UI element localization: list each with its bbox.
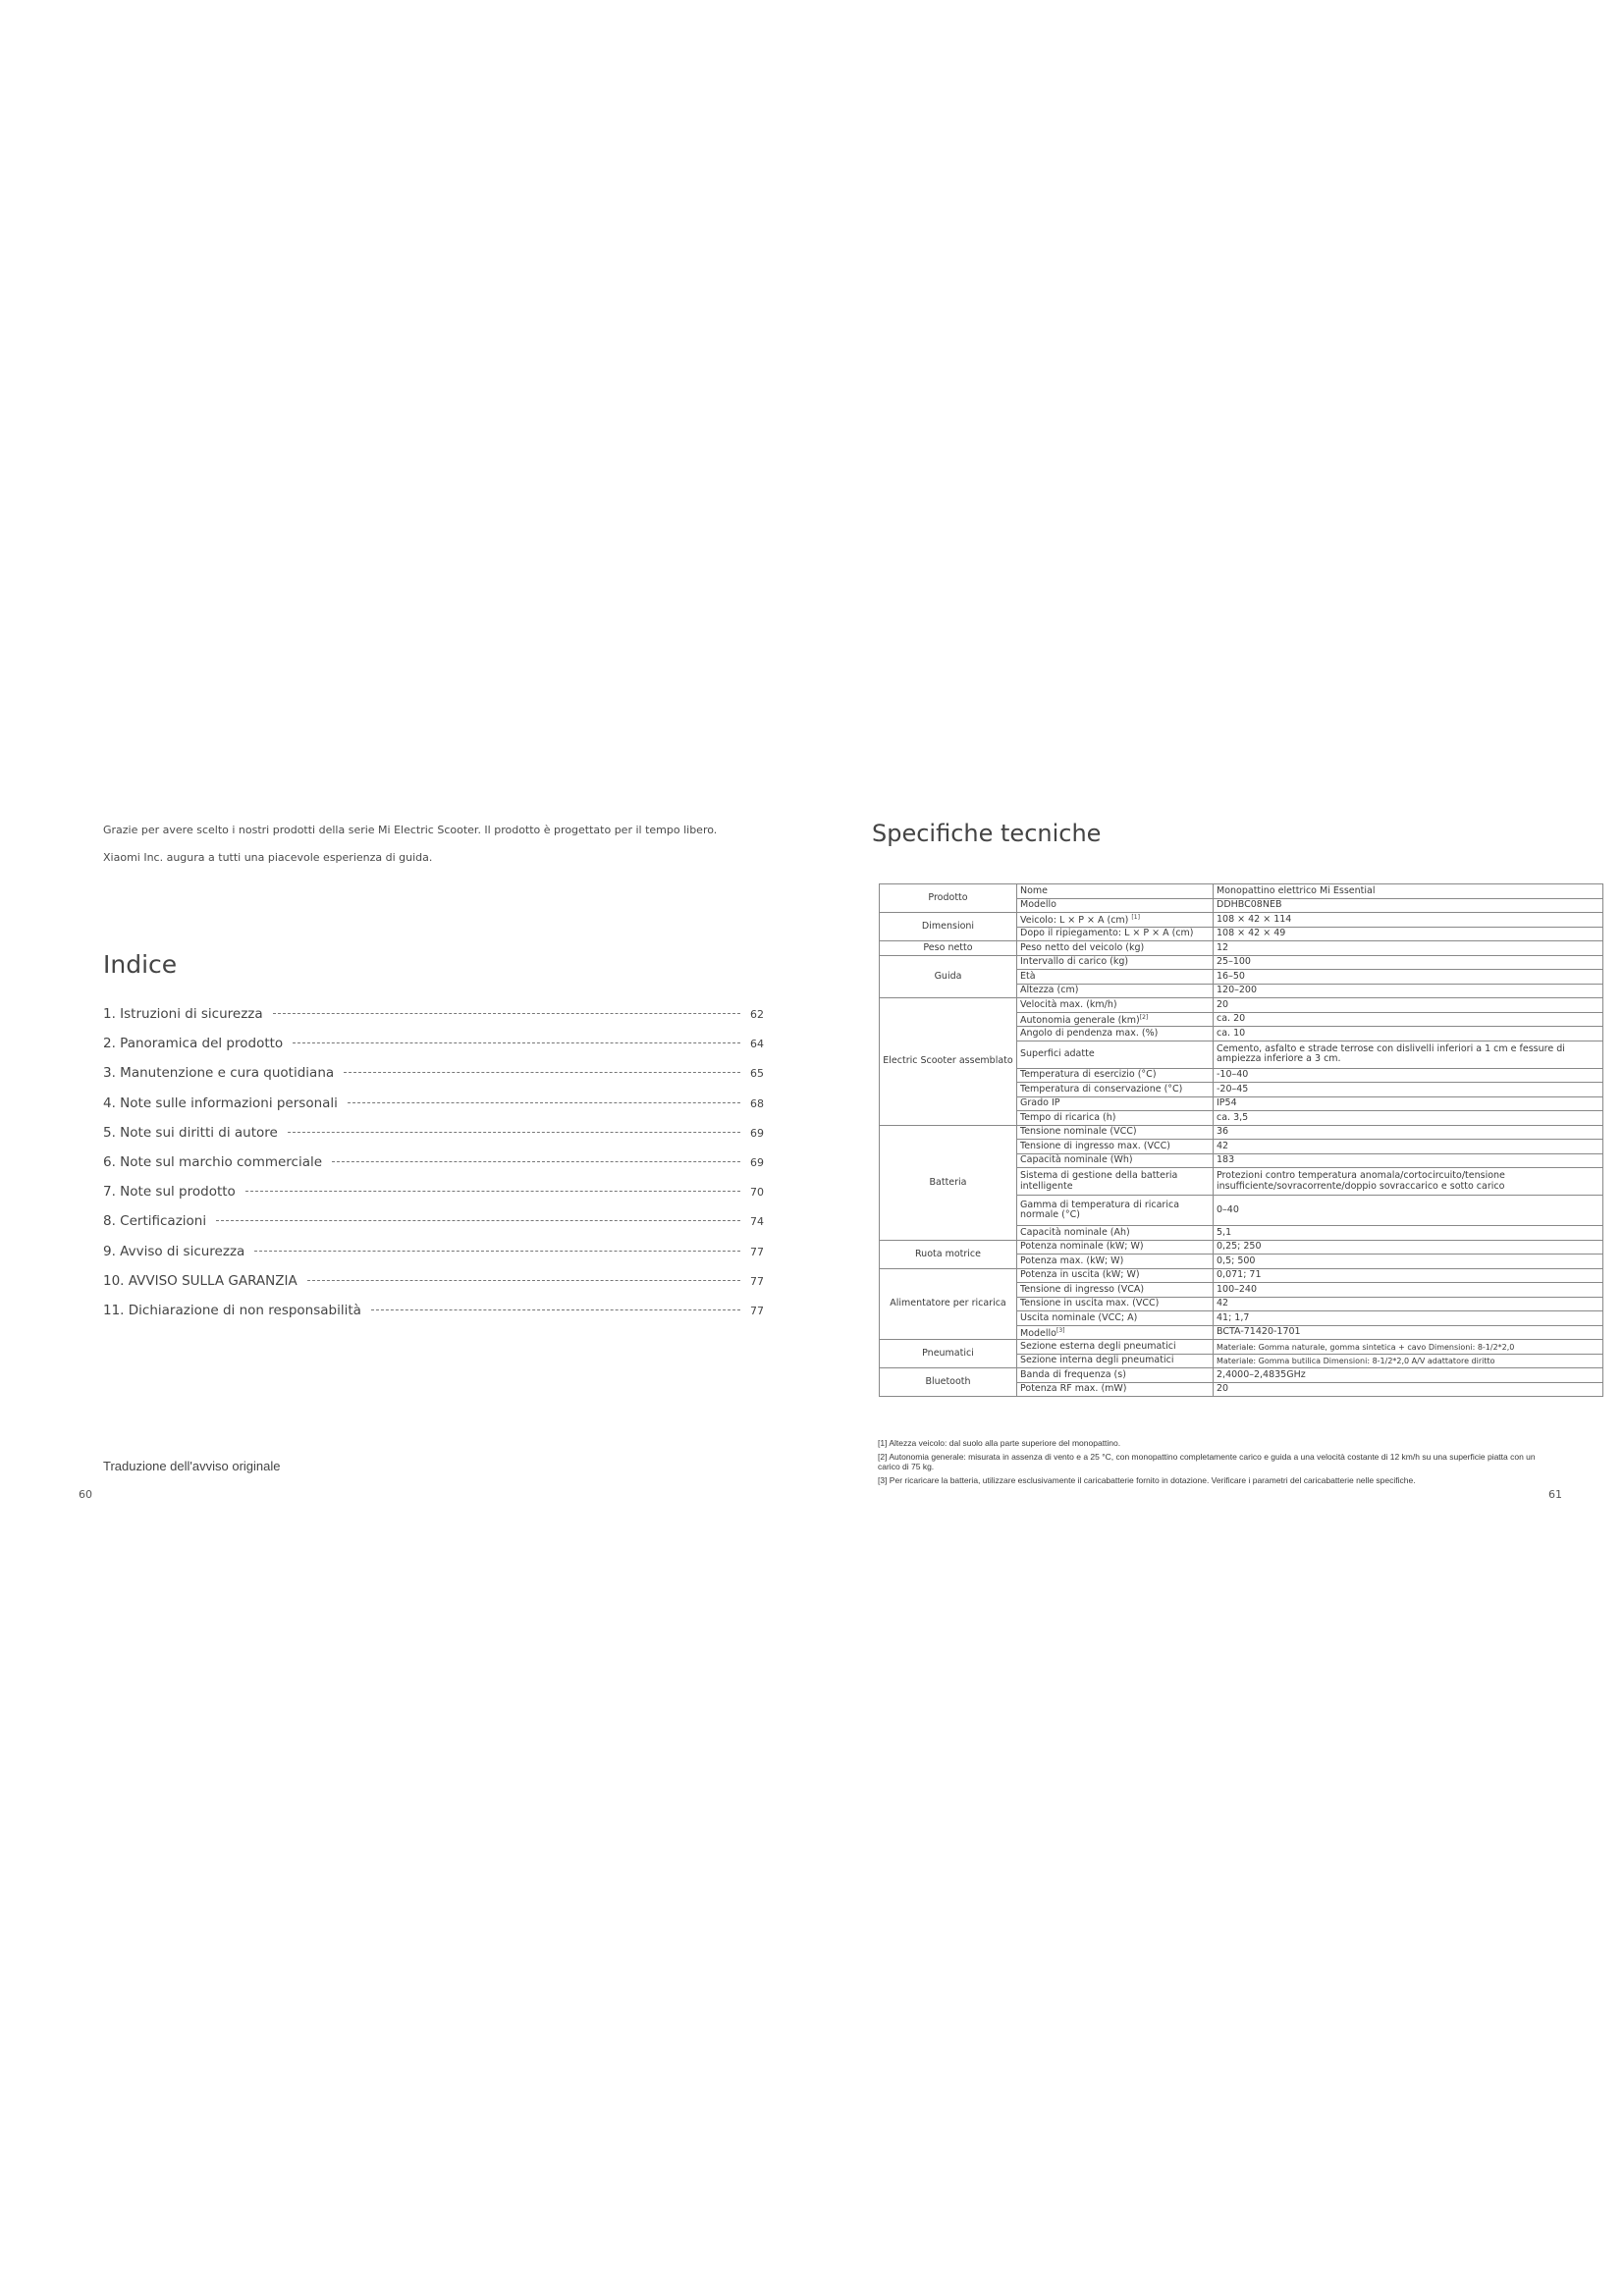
value-cell: 42 [1214,1297,1603,1311]
value-cell: 16–50 [1214,970,1603,985]
value-cell: 20 [1214,998,1603,1013]
toc-leader [371,1309,740,1310]
value-cell: 0,5; 500 [1214,1255,1603,1269]
toc-entry-page: 70 [750,1186,764,1200]
value-cell: ca. 3,5 [1214,1111,1603,1126]
toc-leader [216,1220,740,1221]
toc-entry-page: 62 [750,1008,764,1021]
param-cell: Gamma di temperatura di ricarica normale (°C) [1017,1196,1214,1226]
value-cell: 108 × 42 × 114 [1214,913,1603,928]
category-cell: Electric Scooter assemblato [880,998,1017,1126]
table-row [880,1125,1603,1140]
param-cell: Superfici adatte [1017,1041,1214,1068]
footnote-mark: [3] [1056,1326,1065,1334]
param-cell: Banda di frequenza (s) [1017,1368,1214,1383]
toc-entry[interactable] [103,1125,764,1154]
param-cell: Dopo il ripiegamento: L × P × A (cm) [1017,927,1214,941]
value-cell: 2,4000–2,4835GHz [1214,1368,1603,1383]
value-cell: Materiale: Gomma butilica Dimensioni: 8-1/2*2,0 A/V adattatore diritto [1214,1354,1603,1368]
specs-title: Specifiche tecniche [872,820,1102,847]
value-cell: ca. 10 [1214,1027,1603,1041]
toc-leader [273,1013,740,1014]
param-cell: Nome [1017,884,1214,899]
toc-leader [307,1280,740,1281]
value-cell: Protezioni contro temperatura anomala/cortocircuito/tensione insufficiente/sovracorrente/doppio sovraccarico e sotto carico [1214,1168,1603,1196]
toc-entry-label: 2. Panoramica del prodotto [103,1036,284,1052]
table-row [880,913,1603,928]
category-cell: Bluetooth [880,1368,1017,1397]
category-cell: Batteria [880,1125,1017,1240]
toc-entry[interactable] [103,1095,764,1125]
value-cell: Cemento, asfalto e strade terrose con dislivelli inferiori a 1 cm e fessure di ampiezza inferiore a 3 cm. [1214,1041,1603,1068]
toc-entry-label: 4. Note sulle informazioni personali [103,1095,338,1111]
toc-entry-page: 77 [750,1274,764,1288]
toc-entry-label: 9. Avviso di sicurezza [103,1243,245,1259]
value-cell: 25–100 [1214,955,1603,970]
translation-note: Traduzione dell'avviso originale [103,1459,281,1473]
value-cell: 0,25; 250 [1214,1240,1603,1255]
toc-entry-page: 74 [750,1215,764,1229]
value-cell: Monopattino elettrico Mi Essential [1214,884,1603,899]
param-cell: Sezione interna degli pneumatici [1017,1354,1214,1368]
value-cell: 0,071; 71 [1214,1268,1603,1283]
value-cell: DDHBC08NEB [1214,898,1603,913]
specs-table [879,883,1603,1397]
toc-entry-label: 3. Manutenzione e cura quotidiana [103,1065,335,1082]
footnote-mark: [1] [1131,914,1140,921]
value-cell: 5,1 [1214,1226,1603,1241]
toc-entry-label: 8. Certificazioni [103,1213,207,1230]
value-cell: 108 × 42 × 49 [1214,927,1603,941]
param-cell [1017,1325,1214,1340]
value-cell: 100–240 [1214,1283,1603,1298]
category-cell: Ruota motrice [880,1240,1017,1268]
value-cell: 120–200 [1214,984,1603,998]
param-cell: Tensione nominale (VCC) [1017,1125,1214,1140]
page-number-left: 60 [79,1488,92,1501]
toc-entry-label: 5. Note sui diritti di autore [103,1124,278,1141]
param-cell: Uscita nominale (VCC; A) [1017,1311,1214,1326]
param-cell: Potenza in uscita (kW; W) [1017,1268,1214,1283]
toc-entry-page: 77 [750,1304,764,1317]
param-cell: Intervallo di carico (kg) [1017,955,1214,970]
value-cell: Materiale: Gomma naturale, gomma sintetica + cavo Dimensioni: 8-1/2*2,0 [1214,1340,1603,1355]
value-cell: -20–45 [1214,1083,1603,1097]
toc-leader [245,1191,740,1192]
toc-entry[interactable] [103,1273,764,1303]
param-cell: Tensione in uscita max. (VCC) [1017,1297,1214,1311]
table-row [880,1268,1603,1283]
toc-entry[interactable] [103,1303,764,1332]
toc-title: Indice [103,950,178,979]
param-cell: Tensione di ingresso (VCA) [1017,1283,1214,1298]
toc-entry[interactable] [103,1213,764,1243]
toc-entry[interactable] [103,1184,764,1213]
toc-entry-label: 10. AVVISO SULLA GARANZIA [103,1272,298,1289]
param-cell: Potenza RF max. (mW) [1017,1382,1214,1397]
table-row [880,998,1603,1013]
toc-leader [344,1072,740,1073]
intro-text: Grazie per avere scelto i nostri prodotti della serie Mi Electric Scooter. Il prodotto è progettato per il tempo libero. [103,824,718,836]
param-cell: Tempo di ricarica (h) [1017,1111,1214,1126]
param-cell: Altezza (cm) [1017,984,1214,998]
toc-entry-page: 69 [750,1126,764,1140]
footnote: [1] Altezza veicolo: dal suolo alla parte superiore del monopattino. [878,1438,1121,1448]
toc-leader [332,1161,740,1162]
toc-leader [288,1132,740,1133]
table-row [880,1240,1603,1255]
toc-entry-label: 1. Istruzioni di sicurezza [103,1006,263,1022]
param-cell: Potenza nominale (kW; W) [1017,1240,1214,1255]
param-text: Modello [1020,1327,1056,1339]
toc-entry-page: 64 [750,1038,764,1051]
value-cell: 36 [1214,1125,1603,1140]
value-cell: 12 [1214,941,1603,956]
value-cell: 42 [1214,1140,1603,1154]
param-cell: Modello [1017,898,1214,913]
value-cell: 183 [1214,1153,1603,1168]
table-of-contents [103,1006,764,1332]
toc-entry-page: 68 [750,1096,764,1110]
toc-entry-label: 11. Dichiarazione di non responsabilità [103,1302,361,1318]
table-row [880,941,1603,956]
category-cell: Dimensioni [880,913,1017,941]
category-cell: Prodotto [880,884,1017,913]
param-cell: Velocità max. (km/h) [1017,998,1214,1013]
category-cell: Peso netto [880,941,1017,956]
param-cell: Sistema di gestione della batteria intelligente [1017,1168,1214,1196]
param-cell: Capacità nominale (Wh) [1017,1153,1214,1168]
value-cell: BCTA-71420-1701 [1214,1325,1603,1340]
param-text: Veicolo: L × P × A (cm) [1020,915,1129,927]
param-cell: Peso netto del veicolo (kg) [1017,941,1214,956]
param-cell: Capacità nominale (Ah) [1017,1226,1214,1241]
category-cell: Alimentatore per ricarica [880,1268,1017,1340]
toc-leader [254,1251,740,1252]
param-text: Autonomia generale (km) [1020,1014,1140,1026]
table-row [880,884,1603,899]
footnote-mark: [2] [1139,1013,1149,1021]
category-cell: Pneumatici [880,1340,1017,1368]
param-cell: Grado IP [1017,1096,1214,1111]
footnotes [878,1438,1555,1489]
right-page [812,0,1624,2296]
toc-entry[interactable] [103,1036,764,1065]
value-cell: IP54 [1214,1096,1603,1111]
table-row [880,1368,1603,1383]
toc-entry-page: 69 [750,1155,764,1169]
value-cell: ca. 20 [1214,1012,1603,1027]
value-cell: 0–40 [1214,1196,1603,1226]
param-cell: Angolo di pendenza max. (%) [1017,1027,1214,1041]
value-cell: -10–40 [1214,1068,1603,1083]
footnote: [3] Per ricaricare la batteria, utilizzare esclusivamente il caricabatterie fornito in dotazione. Verificare i parametri del caricabatterie nelle specifiche. [878,1475,1416,1485]
value-cell: 41; 1,7 [1214,1311,1603,1326]
toc-entry-page: 65 [750,1067,764,1081]
toc-entry-page: 77 [750,1245,764,1258]
param-cell [1017,913,1214,928]
toc-leader [348,1102,740,1103]
toc-entry[interactable] [103,1154,764,1184]
value-cell: 20 [1214,1382,1603,1397]
toc-leader [293,1042,740,1043]
page-number-right: 61 [1548,1488,1562,1501]
param-cell: Temperatura di conservazione (°C) [1017,1083,1214,1097]
toc-entry-label: 6. Note sul marchio commerciale [103,1153,323,1170]
table-row [880,1340,1603,1355]
toc-entry[interactable] [103,1244,764,1273]
table-row [880,955,1603,970]
category-cell: Guida [880,955,1017,998]
param-cell: Età [1017,970,1214,985]
footnote: [2] Autonomia generale: misurata in assenza di vento e a 25 °C, con monopattino completamente carico e guida a una velocità costante di 12 km/h su una superficie piatta con un carico di 75 kg. [878,1452,1536,1471]
param-cell [1017,1012,1214,1027]
toc-entry[interactable] [103,1065,764,1095]
param-cell: Tensione di ingresso max. (VCC) [1017,1140,1214,1154]
param-cell: Temperatura di esercizio (°C) [1017,1068,1214,1083]
toc-entry-label: 7. Note sul prodotto [103,1184,236,1201]
param-cell: Potenza max. (kW; W) [1017,1255,1214,1269]
param-cell: Sezione esterna degli pneumatici [1017,1340,1214,1355]
intro-text-wish: Xiaomi Inc. augura a tutti una piacevole esperienza di guida. [103,851,433,864]
toc-entry[interactable] [103,1006,764,1036]
